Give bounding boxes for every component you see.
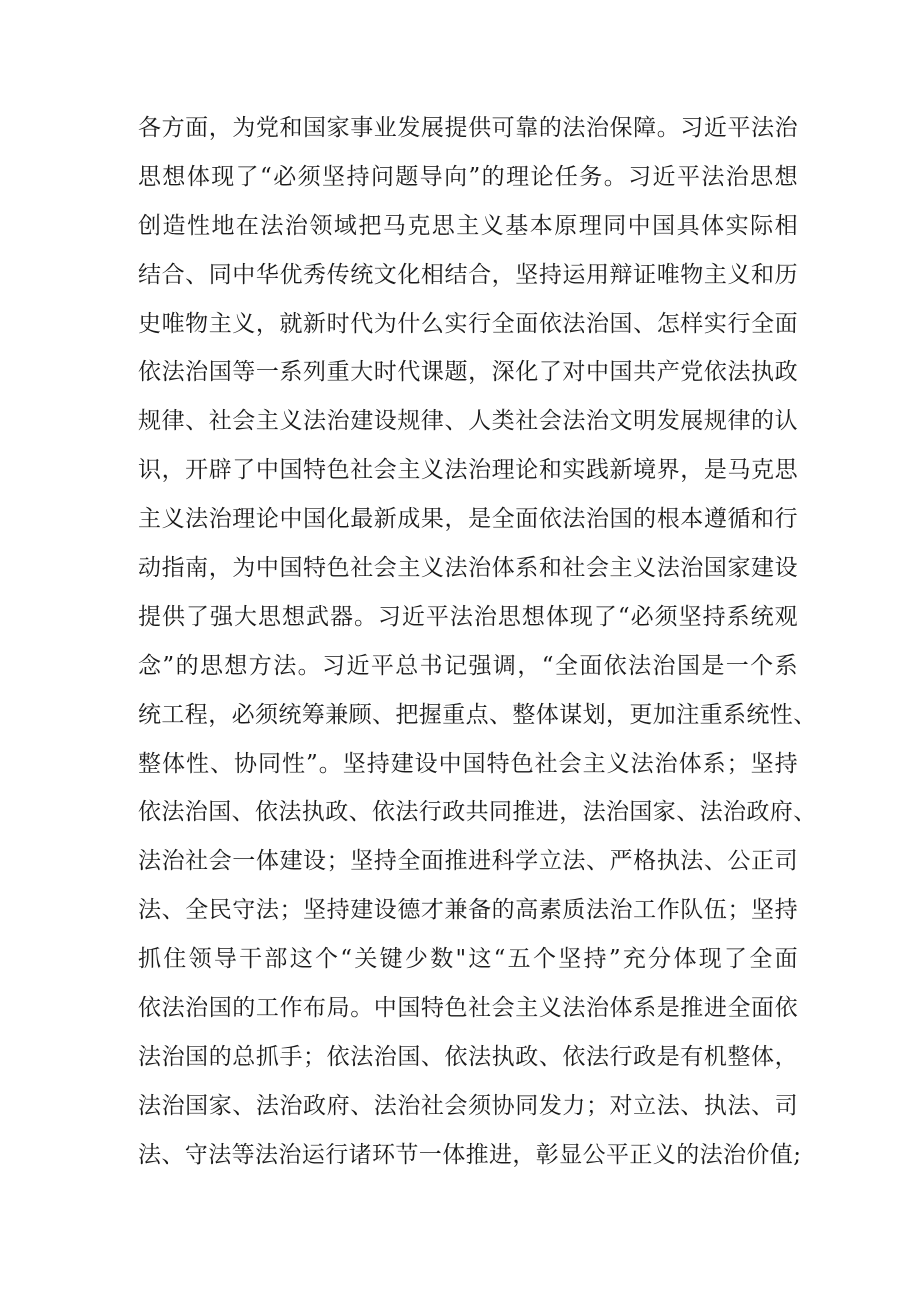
text-line: 提供了强大思想武器。习近平法治思想体现了“必须坚持系统观 — [138, 603, 798, 630]
body-paragraph — [138, 104, 817, 1180]
text-line: 依法治国的工作布局。中国特色社会主义法治体系是推进全面依 — [138, 995, 798, 1022]
text-line: 法治国家、法治政府、法治社会须协同发力；对立法、执法、司 — [138, 1092, 798, 1119]
text-line: 法治国的总抓手；依法治国、依法执政、依法行政是有机整体， — [138, 1043, 798, 1070]
text-line: 规律、社会主义法治建设规律、人类社会法治文明发展规律的认 — [138, 408, 798, 435]
text-line: 主义法治理论中国化最新成果，是全面依法治国的根本遵循和行 — [138, 506, 798, 533]
text-line: 思想体现了“必须坚持问题导向”的理论任务。习近平法治思想 — [138, 163, 798, 190]
text-line: 整体性、协同性”。坚持建设中国特色社会主义法治体系；坚持 — [138, 750, 798, 777]
text-line: 抓住领导干部这个“关键少数"这“五个坚持”充分体现了全面 — [138, 946, 798, 973]
text-line: 依法治国等一系列重大时代课题，深化了对中国共产党依法执政 — [138, 359, 798, 386]
text-line: 法、守法等法治运行诸环节一体推进，彰显公平正义的法治价值; — [138, 1141, 802, 1168]
text-line: 依法治国、依法执政、依法行政共同推进，法治国家、法治政府、 — [138, 799, 817, 826]
text-line: 法治社会一体建设；坚持全面推进科学立法、严格执法、公正司 — [138, 848, 798, 875]
text-line: 动指南，为中国特色社会主义法治体系和社会主义法治国家建设 — [138, 555, 798, 582]
text-line: 各方面，为党和国家事业发展提供可靠的法治保障。习近平法治 — [138, 115, 798, 141]
text-line: 创造性地在法治领域把马克思主义基本原理同中国具体实际相 — [138, 212, 798, 239]
text-line: 结合、同中华优秀传统文化相结合，坚持运用辩证唯物主义和历 — [138, 261, 798, 288]
text-line: 念”的思想方法。习近平总书记强调，“全面依法治国是一个系 — [138, 652, 798, 679]
text-line: 识，开辟了中国特色社会主义法治理论和实践新境界，是马克思 — [138, 457, 798, 484]
text-line: 史唯物主义，就新时代为什么实行全面依法治国、怎样实行全面 — [138, 310, 798, 337]
text-line: 法、全民守法；坚持建设德才兼备的高素质法治工作队伍；坚持 — [138, 897, 798, 924]
text-line: 统工程，必须统筹兼顾、把握重点、整体谋划，更加注重系统性、 — [138, 701, 817, 728]
